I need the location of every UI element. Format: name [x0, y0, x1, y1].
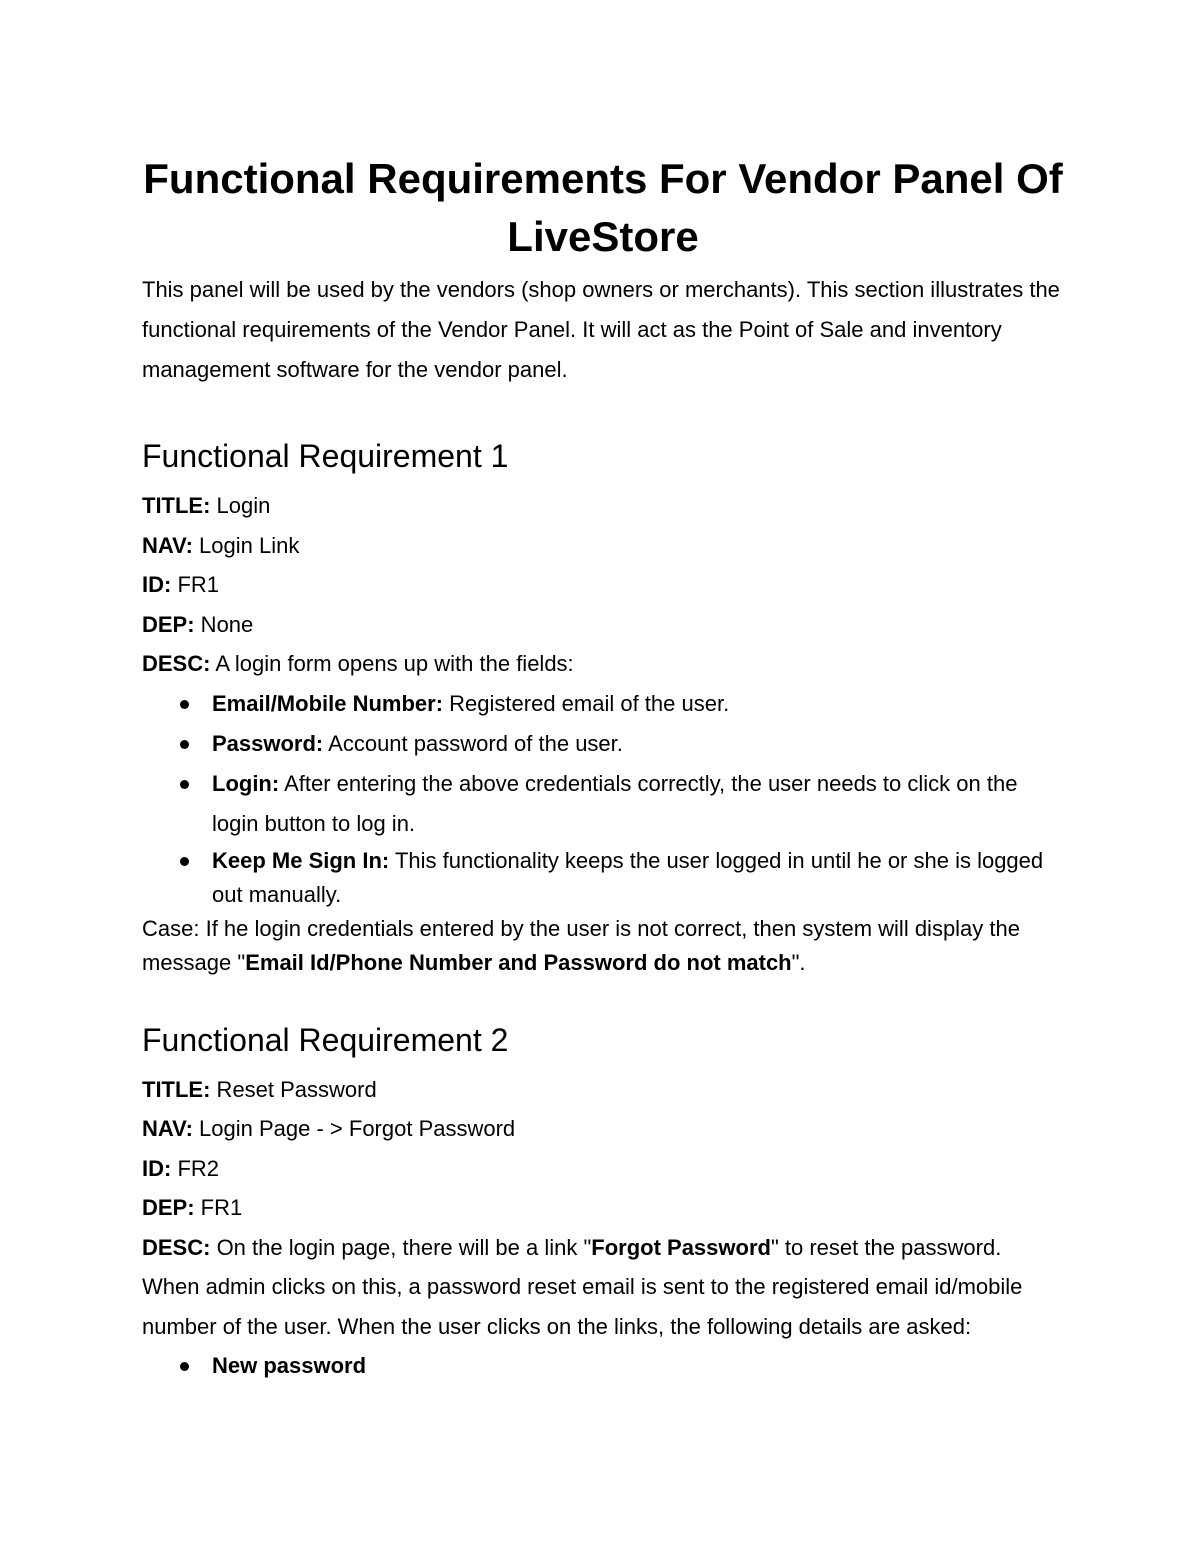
list-item-text: Account password of the user. — [323, 730, 623, 756]
dep-label: DEP: — [142, 1195, 195, 1220]
requirement-2-nav — [142, 1109, 1062, 1149]
requirement-2-id — [142, 1149, 1062, 1189]
list-item — [212, 1346, 1062, 1386]
desc-text-continued: " to reset the password. When admin clicks on this, a password reset email is sent to the registered email id/mobile number of the user. When the user clicks on the links, the following details are asked: — [142, 1234, 1023, 1339]
nav-value: Login Page - > Forgot Password — [192, 1116, 516, 1141]
bullet-icon — [180, 740, 189, 749]
list-item — [212, 764, 1062, 844]
requirement-1-id — [142, 565, 1062, 605]
forgot-password-link-name: Forgot Password — [591, 1234, 771, 1260]
id-label: ID: — [142, 572, 172, 597]
title-value: Reset Password — [210, 1076, 377, 1102]
nav-label: NAV: — [142, 1116, 193, 1141]
case-text: Case: If he login credentials entered by the user is not correct, then system will display the message " — [142, 915, 1020, 975]
requirement-1-nav — [142, 526, 1062, 566]
list-item-text: This functionality keeps the user logged in until he or she is logged out manually. — [212, 847, 1044, 907]
intro-paragraph: This panel will be used by the vendors (shop owners or merchants). This section illustrates the functional requirements of the Vendor Panel. It will act as the Point of Sale and inventory management software for the vendor panel. — [142, 277, 1060, 382]
requirement-1-section — [142, 436, 1062, 980]
requirement-1-title — [142, 486, 1062, 526]
requirement-1-heading: Functional Requirement 1 — [142, 438, 509, 474]
requirement-2-dep — [142, 1188, 1062, 1228]
nav-value: Login Link — [192, 532, 300, 558]
dep-value: FR1 — [194, 1195, 243, 1220]
list-item — [212, 724, 1062, 764]
bullet-icon — [180, 1362, 189, 1371]
document-page — [142, 150, 1062, 1386]
document-title: Functional Requirements For Vendor Panel Of LiveStore — [143, 155, 1063, 260]
requirement-1-case — [142, 912, 1062, 980]
id-value: FR2 — [171, 1155, 220, 1181]
list-item-label: Keep Me Sign In: — [212, 847, 390, 873]
dep-value: None — [194, 611, 254, 637]
requirement-2-field-list — [142, 1346, 1062, 1386]
error-message: Email Id/Phone Number and Password do not match — [245, 949, 792, 975]
list-item — [212, 844, 1062, 912]
dep-label: DEP: — [142, 611, 195, 637]
title-value: Login — [210, 493, 271, 518]
list-item-text: After entering the above credentials correctly, the user needs to click on the login button to log in. — [212, 770, 1018, 836]
requirement-2-title — [142, 1070, 1062, 1110]
bullet-icon — [180, 700, 189, 709]
requirement-2-heading: Functional Requirement 2 — [142, 1021, 509, 1058]
list-item — [212, 684, 1062, 724]
desc-value: A login form opens up with the fields: — [210, 651, 574, 676]
title-label: TITLE: — [142, 1076, 211, 1102]
list-item-label: New password — [212, 1353, 367, 1378]
desc-text: On the login page, there will be a link " — [210, 1234, 592, 1260]
list-item-label: Login: — [212, 770, 280, 796]
list-item-label: Password: — [212, 730, 324, 756]
bullet-icon — [180, 857, 189, 866]
title-label: TITLE: — [142, 493, 211, 518]
list-item-text: Registered email of the user. — [443, 690, 730, 716]
id-label: ID: — [142, 1155, 172, 1181]
nav-label: NAV: — [142, 532, 193, 558]
requirement-1-dep — [142, 605, 1062, 645]
case-suffix: ". — [791, 949, 806, 975]
requirement-2-section — [142, 1020, 1062, 1387]
id-value: FR1 — [171, 572, 220, 597]
bullet-icon — [180, 780, 189, 789]
list-item-label: Email/Mobile Number: — [212, 690, 444, 716]
desc-label: DESC: — [142, 1234, 211, 1260]
requirement-1-desc — [142, 644, 1062, 684]
desc-label: DESC: — [142, 651, 211, 676]
requirement-1-field-list — [142, 684, 1062, 912]
requirement-2-desc — [142, 1228, 1062, 1347]
